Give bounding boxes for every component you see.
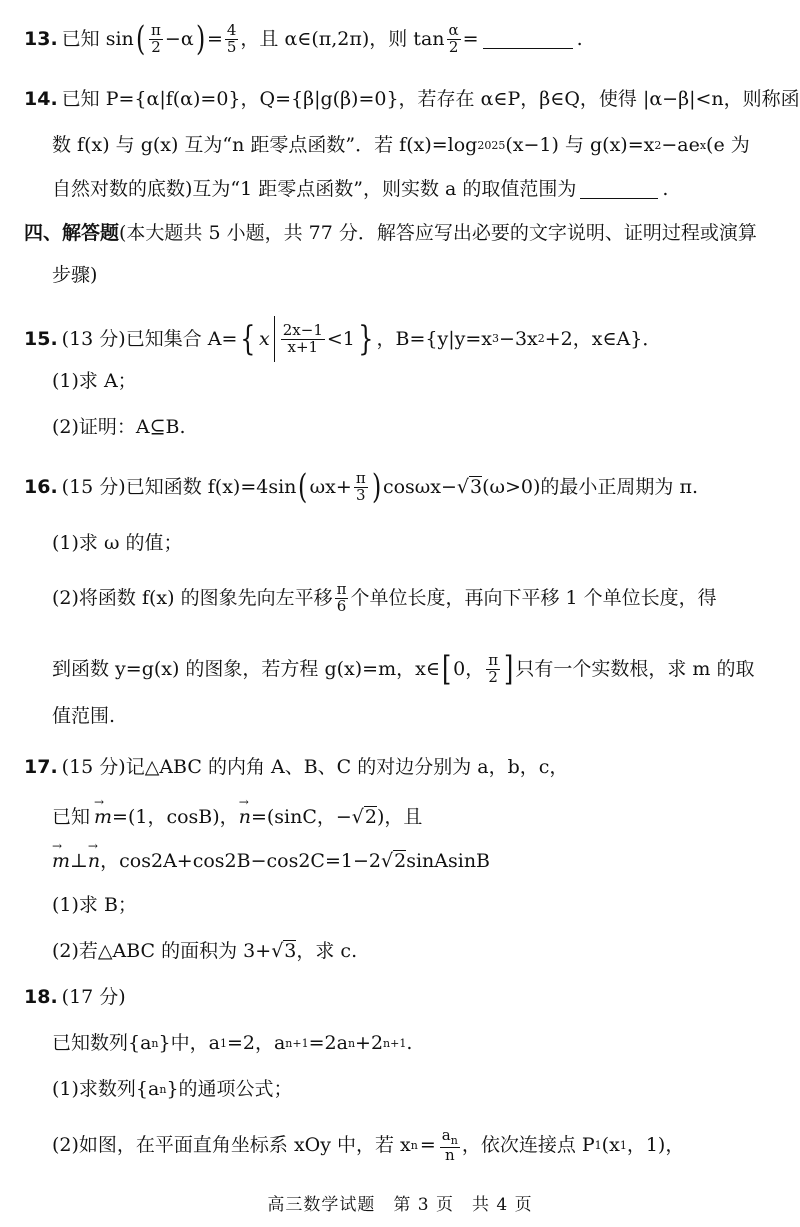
q17-line-3: → m ⊥ → n ，cos2A+cos2B−cos2C=1−2 √ 2 sinAsinB [52,850,786,873]
q15-number: 15. [24,327,58,350]
q14-line-1: 14. 已知 P={α|f(α)=0}，Q={β|g(β)=0}，若存在 α∈P，β∈Q，使得 |α−β|<n，则称函 [24,88,800,110]
q14-line-2: 数 f(x) 与 g(x) 互为“n 距零点函数”．若 f(x)=log 2025 (x−1) 与 g(x)=x 2 −ae x (e 为 [52,134,750,156]
q16-number: 16. [24,475,58,498]
q18-given: 已知数列{a n }中，a 1 =2，a n+1 =2a n +2 n+1 . [52,1032,413,1054]
page-footer: 高三数学试题 第 3 页 共 4 页 [267,1195,533,1215]
q17-number: 17. [24,756,58,778]
q13-line: 13. 已知 sin ( $\frac{\pi}{2}$ −α ) = $\frac{4}{5}$ ，且 α∈(π,2π)，则 tan $\frac{\alpha}{2}$ = . [24,19,583,59]
q18-line: 18. (17 分) [24,986,126,1008]
q15-line: 15. (13 分)已知集合 A= { x $\frac{2x-1}{x+1}$ <1 } ，B={y|y=x 3 −3x 2 +2，x∈A}． [24,316,786,362]
q18-number: 18. [24,986,58,1008]
q18-part-1: (1)求数列{a n }的通项公式； [52,1078,293,1100]
q14-line-3: 自然对数的底数)互为“1 距零点函数”，则实数 a 的取值范围为 . [52,178,669,200]
section-4-desc-2: 步骤) [52,264,98,286]
q15-part-2: (2)证明：A⊆B. [52,416,186,438]
answer-blank-14[interactable] [580,180,658,199]
q16-part-2-end: 值范围. [52,705,116,727]
q16-part-2: (2)将函数 f(x) 的图象先向左平移 $\frac{\pi}{6}$ 个单位长度，再向下平移 1 个单位长度，得 [52,580,717,615]
q16-part-1: (1)求 ω 的值； [52,532,183,554]
q14-number: 14. [24,88,58,110]
q16-part-2-cont: 到函数 y=g(x) 的图象，若方程 g(x)=m，x∈ [ 0， $\frac{\pi}{2}$ ] 只有一个实数根，求 m 的取 [52,649,755,689]
q16-line: 16. (15 分)已知函数 f(x)=4sin ( ωx+ $\frac{\pi}{3}$ ) cosωx− √ 3 (ω>0)的最小正周期为 π. [24,467,699,507]
q15-part-1: (1)求 A； [52,370,137,392]
q17-part-1: (1)求 B； [52,894,137,916]
section-4-heading: 四、解答题 (本大题共 5 小题，共 77 分．解答应写出必要的文字说明、证明过程或演算 [24,222,757,244]
q17-part-2: (2)若△ABC 的面积为 3+ √ 3 ，求 c. [52,940,358,962]
q13-number: 13. [24,27,58,50]
q18-part-2: (2)如图，在平面直角坐标系 xOy 中，若 x n = $\frac{a_n}{n}$ ，依次连接点 P 1 (x 1 ，1)， [52,1126,685,1164]
q17-line-1: 17. (15 分)记△ABC 的内角 A、B、C 的对边分别为 a，b，c， [24,756,569,778]
answer-blank-13[interactable] [483,30,573,49]
q17-line-2: 已知 → m =(1，cosB)， → n =(sinC，− √ 2 )，且 [52,806,786,829]
